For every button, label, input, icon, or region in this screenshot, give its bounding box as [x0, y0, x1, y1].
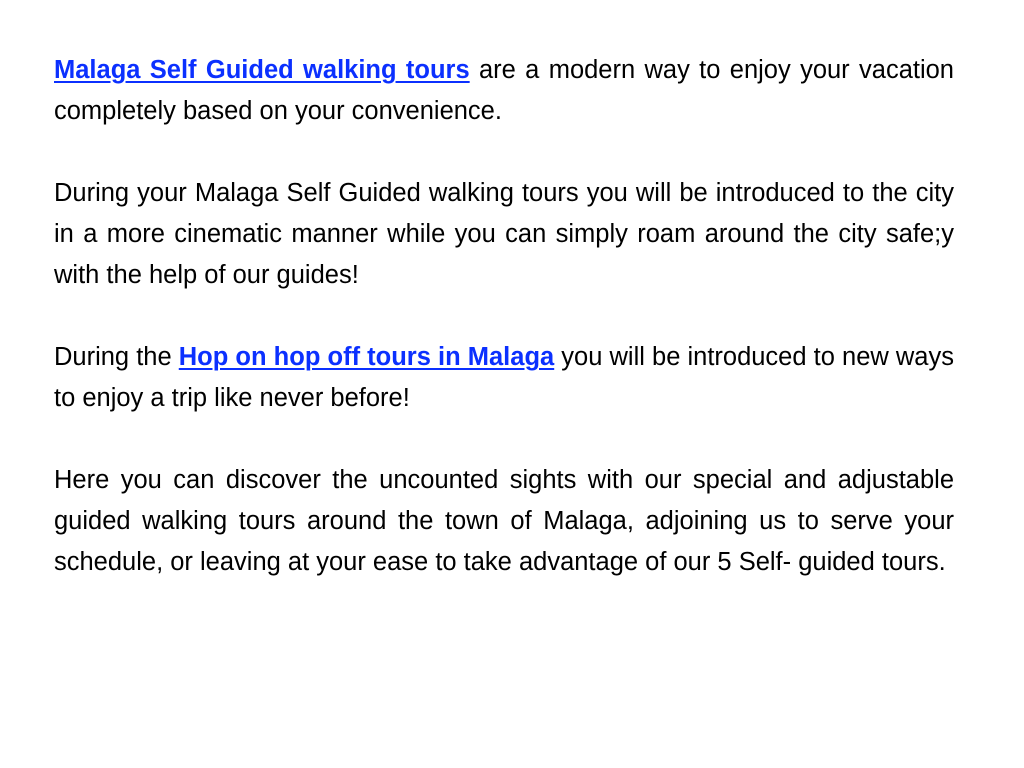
paragraph-intro-text: are a modern way to enjoy your vacation completely based on your convenience. [54, 56, 954, 125]
paragraph-hop-before-text: During the [54, 343, 179, 371]
paragraph-cinematic [54, 173, 954, 296]
paragraph-cinematic-text: During your Malaga Self Guided walking tours you will be introduced to the city in a more cinematic manner while you can simply roam around the city safe;y with the help of our guides! [54, 179, 954, 289]
paragraph-hop-after-text: you will be introduced to new ways to enjoy a trip like never before! [54, 343, 954, 412]
paragraph-hop-on-hop-off [54, 337, 954, 419]
link-hop-on-hop-off-tours[interactable]: Hop on hop off tours in Malaga [178, 343, 555, 371]
paragraph-intro [54, 50, 954, 132]
link-malaga-self-guided-walking-tours[interactable]: Malaga Self Guided walking tours [54, 56, 470, 84]
paragraph-discover-text: Here you can discover the uncounted sights with our special and adjustable guided walking tours around the town of Malaga, adjoining us to serve your schedule, or leaving at your ease to take advantage of our 5 Self- guided tours. [54, 466, 954, 576]
paragraph-discover [54, 460, 954, 583]
